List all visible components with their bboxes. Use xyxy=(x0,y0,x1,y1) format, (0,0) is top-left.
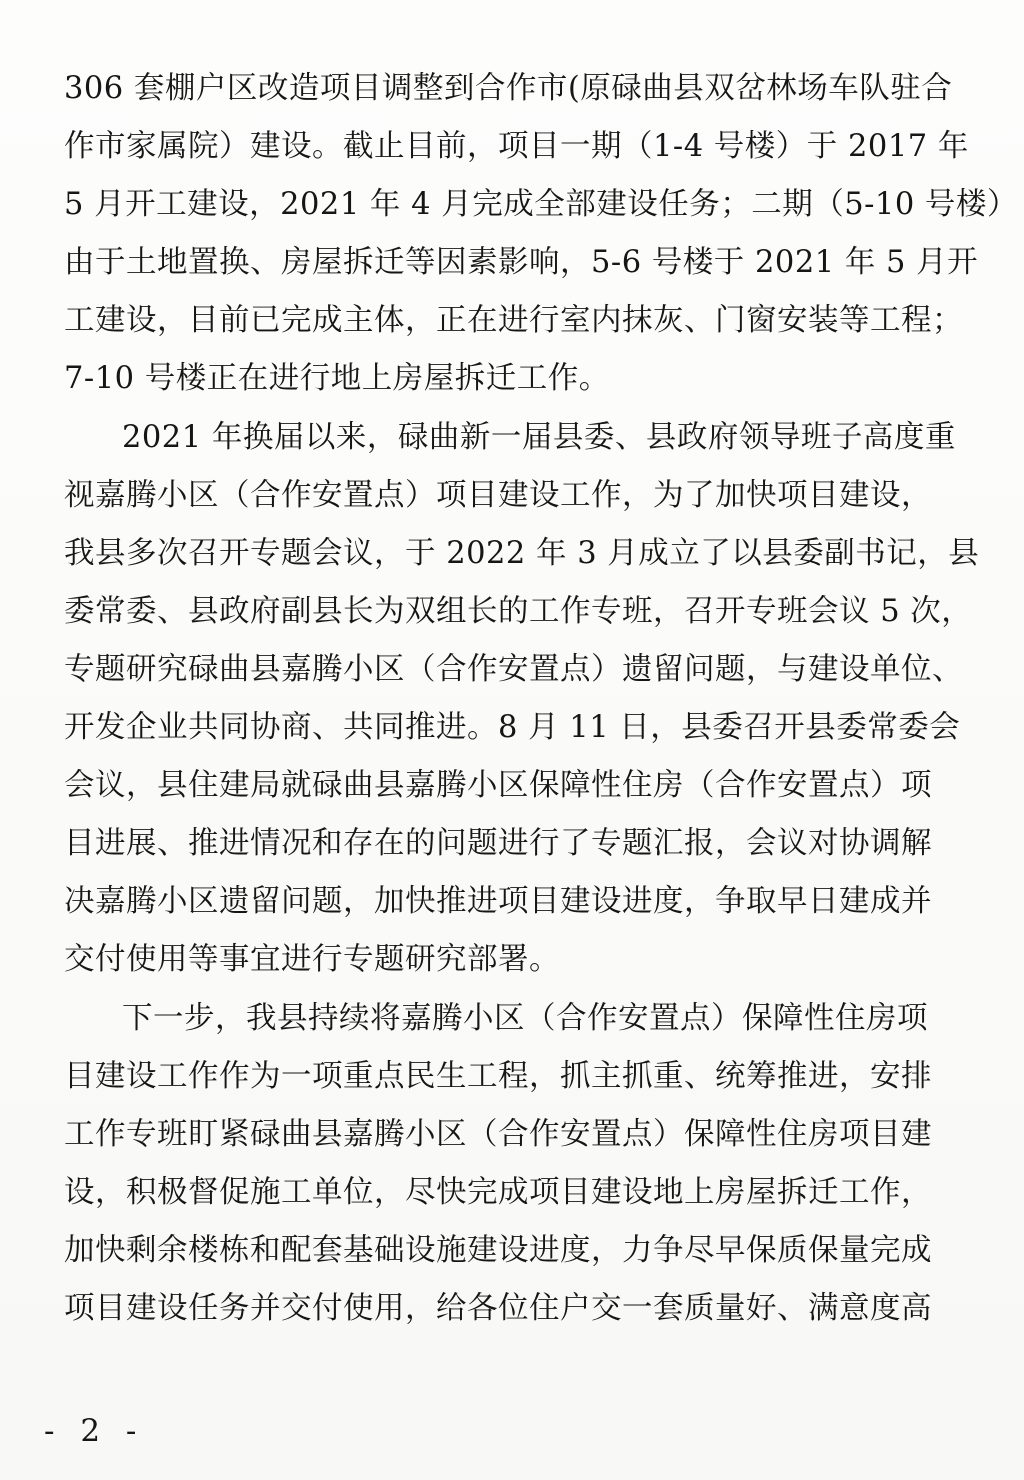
text-line: 决嘉腾小区遗留问题，加快推进项目建设进度，争取早日建成并 xyxy=(64,884,932,920)
page-number: - 2 - xyxy=(44,1413,145,1449)
paragraph-3 xyxy=(64,990,932,1339)
text-line: 设，积极督促施工单位，尽快完成项目建设地上房屋拆迁工作， xyxy=(64,1174,932,1210)
paragraph-2 xyxy=(64,409,980,990)
text-line: 开发企业共同协商、共同推进。8 月 11 日，县委召开县委常委会 xyxy=(64,710,961,746)
paragraph-1 xyxy=(64,60,1018,409)
text-line: 工建设，目前已完成主体，正在进行室内抹灰、门窗安装等工程； xyxy=(64,303,963,339)
text-line: 工作专班盯紧碌曲县嘉腾小区（合作安置点）保障性住房项目建 xyxy=(64,1116,932,1152)
text-line: 加快剩余楼栋和配套基础设施建设进度，力争尽早保质保量完成 xyxy=(64,1232,932,1268)
text-line: 项目建设任务并交付使用，给各位住户交一套质量好、满意度高 xyxy=(64,1290,932,1326)
text-line: 下一步，我县持续将嘉腾小区（合作安置点）保障性住房项 xyxy=(122,1000,928,1036)
text-line: 目进展、推进情况和存在的问题进行了专题汇报，会议对协调解 xyxy=(64,826,932,862)
text-line: 2021 年换届以来，碌曲新一届县委、县政府领导班子高度重 xyxy=(122,419,956,455)
text-line: 视嘉腾小区（合作安置点）项目建设工作，为了加快项目建设， xyxy=(64,477,932,513)
text-line: 5 月开工建设，2021 年 4 月完成全部建设任务；二期（5-10 号楼） xyxy=(64,187,1018,223)
text-line: 目建设工作作为一项重点民生工程，抓主抓重、统筹推进，安排 xyxy=(64,1058,932,1094)
text-line: 会议，县住建局就碌曲县嘉腾小区保障性住房（合作安置点）项 xyxy=(64,768,932,804)
text-line: 交付使用等事宜进行专题研究部署。 xyxy=(64,942,560,978)
text-line: 委常委、县政府副县长为双组长的工作专班，召开专班会议 5 次， xyxy=(64,593,973,629)
document-body xyxy=(64,60,1018,1338)
text-line: 我县多次召开专题会议，于 2022 年 3 月成立了以县委副书记，县 xyxy=(64,535,980,571)
text-line: 306 套棚户区改造项目调整到合作市(原碌曲县双岔林场车队驻合 xyxy=(64,71,953,106)
text-line: 由于土地置换、房屋拆迁等因素影响，5-6 号楼于 2021 年 5 月开 xyxy=(64,245,979,281)
text-line: 作市家属院）建设。截止目前，项目一期（1-4 号楼）于 2017 年 xyxy=(64,129,969,165)
text-line: 专题研究碌曲县嘉腾小区（合作安置点）遗留问题，与建设单位、 xyxy=(64,651,963,687)
text-line: 7-10 号楼正在进行地上房屋拆迁工作。 xyxy=(64,361,610,397)
